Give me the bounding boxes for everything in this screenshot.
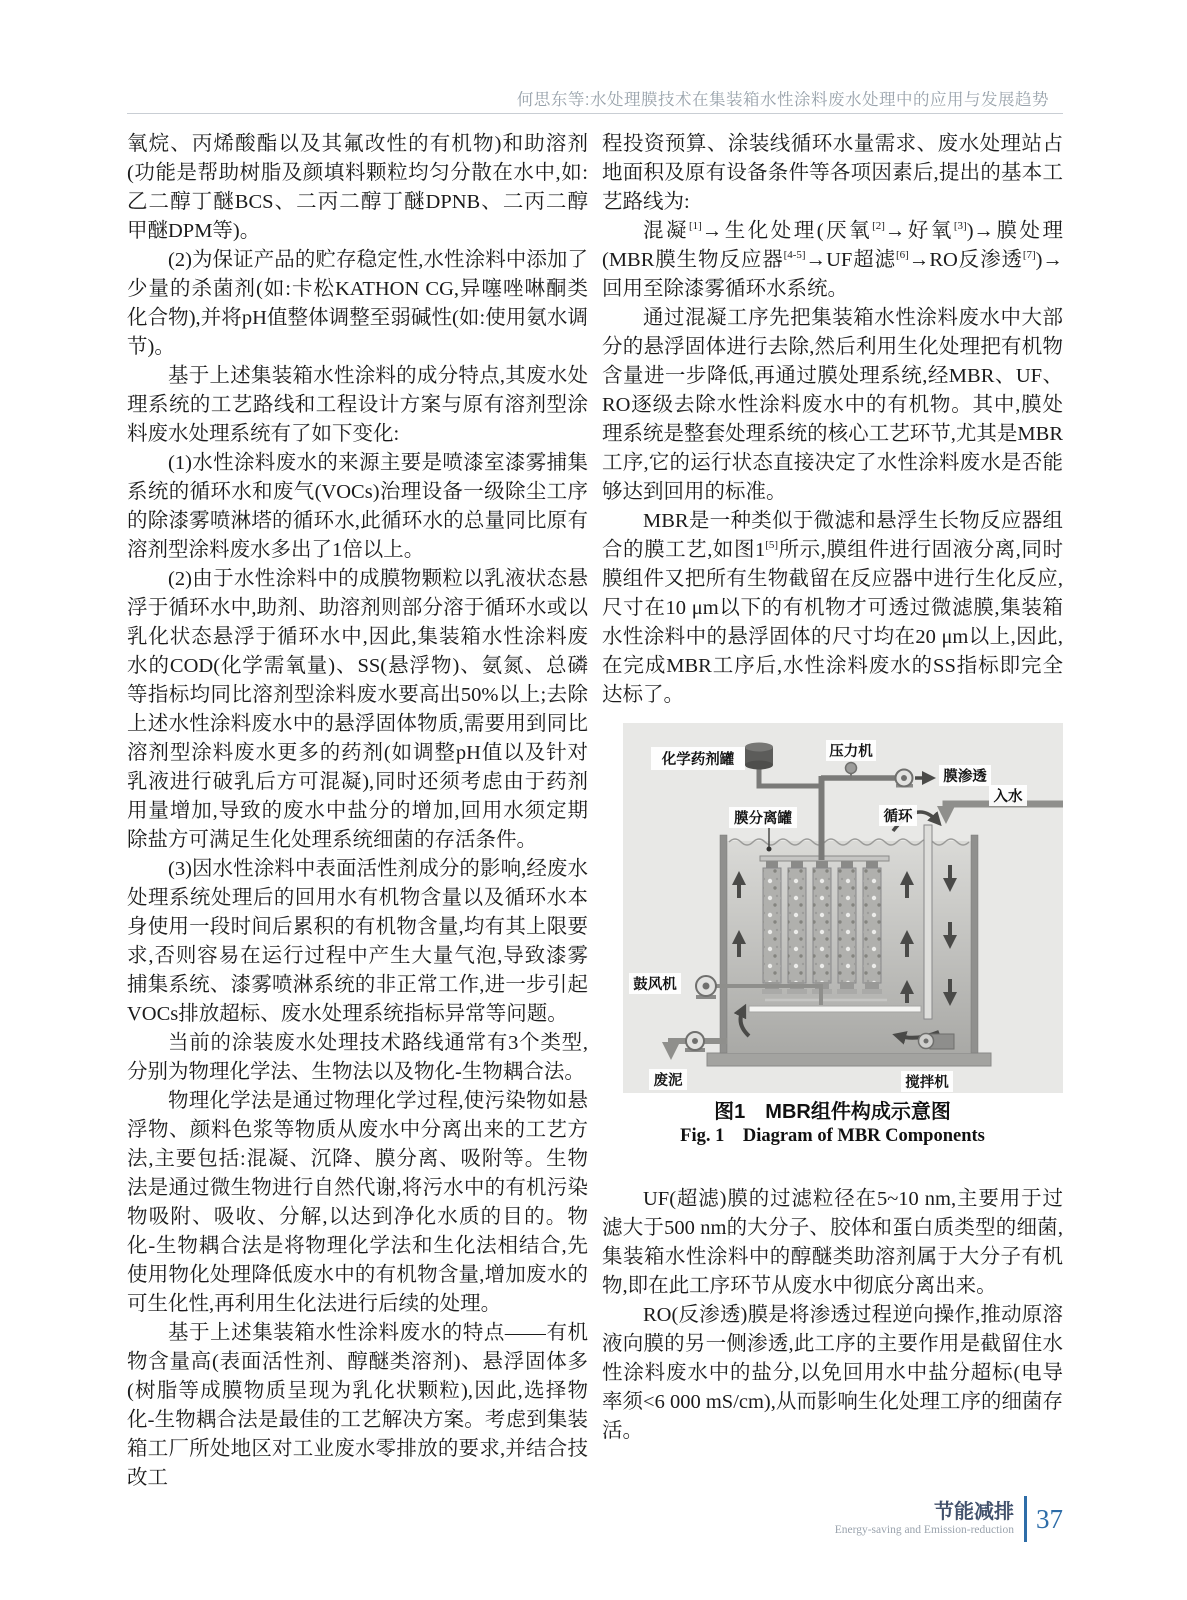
label-membrane-tank: 膜分离罐	[734, 811, 792, 827]
citation-ref: [5]	[765, 539, 779, 552]
paragraph: 基于上述集装箱水性涂料废水的特点——有机物含量高(表面活性剂、醇醚类溶剂)、悬浮固体多(树脂等成膜物质呈现为乳化状颗粒),因此,选择物化-生物耦合法是最佳的工艺解决方案。考虑到集装箱工厂所处地区对工业废水零排放的要求,并结合技改工	[127, 1322, 588, 1489]
label-pressure-machine: 压力机	[829, 744, 873, 760]
label-waste-sludge: 废泥	[653, 1073, 683, 1089]
citation-ref: [4-5]	[783, 249, 806, 262]
diffuser-bar	[749, 1006, 921, 1012]
label-blower: 鼓风机	[633, 977, 677, 993]
page-number: 37	[1036, 1503, 1063, 1534]
downcomer-pipe	[924, 825, 932, 1019]
paragraph: (2)由于水性涂料中的成膜物颗粒以乳液状态悬浮于循环水中,助剂、助溶剂则部分溶于循环水或以乳化状态悬浮于循环水中,因此,集装箱水性涂料废水的COD(化学需氧量)、SS(悬浮物)、氨氮、总磷等指标均同比溶剂型涂料废水要高出50%以上;去除上述水性涂料废水中的悬浮固体物质,需要用到同比溶剂型涂料废水更多的药剂(如调整pH值以及针对乳液进行破乳后方可混凝),同时还须考虑由于药剂用量增加,导致的废水中盐分的增加,回用水须定期除盐方可满足生化处理系统细菌的存活条件。	[127, 568, 588, 851]
left-column	[127, 130, 588, 1493]
paragraph: UF(超滤)膜的过滤粒径在5~10 nm,主要用于过滤大于500 nm的大分子、胶体和蛋白质类型的细菌,集装箱水性涂料中的醇醚类助溶剂属于大分子有机物,即在此工序环节从废水中彻底分离出来。	[602, 1188, 1063, 1297]
figure-caption	[602, 1100, 1063, 1148]
paragraph: 基于上述集装箱水性涂料的成分特点,其废水处理系统的工艺路线和工程设计方案与原有溶剂型涂料废水处理系统有了如下变化:	[127, 365, 588, 445]
label-circulation: 循环	[883, 809, 913, 825]
mbr-diagram	[623, 723, 1063, 1093]
page-footer	[127, 1496, 1063, 1542]
label-chemical-tank: 化学药剂罐	[661, 752, 735, 768]
right-column	[602, 130, 1063, 1493]
citation-ref: [6]	[895, 249, 909, 262]
journal-name-block	[835, 1501, 1014, 1538]
membrane-module	[862, 861, 882, 994]
citation-ref: [3]	[953, 220, 967, 233]
paragraph: (1)水性涂料废水的来源主要是喷漆室漆雾捕集系统的循环水和废气(VOCs)治理设备一级除尘工序的除漆雾喷淋塔的循环水,此循环水的总量同比原有溶剂型涂料废水多出了1倍以上。	[127, 452, 588, 561]
journal-name-cn: 节能减排	[934, 1500, 1014, 1523]
tank-base	[707, 1053, 991, 1066]
paragraph: MBR是一种类似于微滤和悬浮生长物反应器组合的膜工艺,如图1[5]所示,膜组件进行固液分离,同时膜组件又把所有生物截留在反应器中进行生化反应,尺寸在10 μm以下的有机物才可透过微滤膜,集装箱水性涂料中的悬浮固体的尺寸均在20 μm以上,因此,在完成MBR工序后,水性涂料废水的SS指标即完全达标了。	[602, 510, 1064, 706]
membrane-module	[837, 861, 857, 994]
membrane-module	[762, 861, 782, 994]
tank-wall-left	[720, 835, 727, 1053]
sludge-pump-icon	[685, 1032, 705, 1052]
right-column-text-after-figure	[602, 1185, 1063, 1446]
journal-name-en: Energy-saving and Emission-reduction	[834, 1523, 1014, 1536]
citation-ref: [2]	[872, 220, 885, 233]
citation-ref: [1]	[688, 220, 702, 233]
right-column-text-before-figure	[602, 130, 1063, 710]
paragraph: 氧烷、丙烯酸酯以及其氟改性的有机物)和助溶剂(功能是帮助树脂及颜填料颗粒均匀分散在水中,如:乙二醇丁醚BCS、二丙二醇丁醚DPNB、二丙二醇甲醚DPM等)。	[127, 133, 588, 242]
paragraph: 程投资预算、涂装线循环水量需求、废水处理站占地面积及原有设备条件等各项因素后,提出的基本工艺路线为:	[602, 133, 1063, 213]
mixer-icon	[919, 1034, 955, 1050]
membrane-module	[787, 861, 807, 994]
blower-icon	[696, 976, 716, 999]
label-mixer: 搅拌机	[905, 1075, 949, 1091]
figure-mbr	[602, 723, 1063, 1148]
membrane-modules	[760, 856, 889, 994]
paragraph: 物理化学法是通过物理化学过程,使污染物如悬浮物、颜料色浆等物质从废水中分离出来的工艺方法,主要包括:混凝、沉降、膜分离、吸附等。生物法是通过微生物进行自然代谢,将污水中的有机污染物吸附、吸收、分解,以达到净化水质的目的。物化-生物耦合法是将物理化学法和生化法相结合,先使用物化处理降低废水中的有机物含量,增加废水的可生化性,再利用生化法进行后续的处理。	[127, 1090, 588, 1315]
permeate-pump-icon	[896, 770, 914, 788]
label-membrane-permeate: 膜渗透	[943, 769, 987, 785]
paragraph: 混凝[1]→生化处理(厌氧[2]→好氧[3])→膜处理(MBR膜生物反应器[4-5]→UF超滤[6]→RO反渗透[7])→回用至除漆雾循环水系统。	[602, 220, 1064, 300]
tank-wall-right	[971, 835, 978, 1053]
paragraph: (3)因水性涂料中表面活性剂成分的影响,经废水处理系统处理后的回用水有机物含量以及循环水本身使用一段时间后累积的有机物含量,均有其上限要求,否则容易在运行过程中产生大量气泡,导致漆雾捕集系统、漆雾喷淋系统的非正常工作,进一步引起VOCs排放超标、废水处理系统指标异常等问题。	[127, 858, 588, 1025]
running-head: 何思东等:水处理膜技术在集装箱水性涂料废水处理中的应用与发展趋势	[516, 91, 1049, 109]
two-column-body	[127, 130, 1063, 1493]
figure-caption-cn: 图1 MBR组件构成示意图	[714, 1101, 951, 1123]
paragraph: 当前的涂装废水处理技术路线通常有3个类型,分别为物理化学法、生物法以及物化-生物耦合法。	[127, 1032, 588, 1083]
paragraph: (2)为保证产品的贮存稳定性,水性涂料中添加了少量的杀菌剂(如:卡松KATHON CG,异噻唑啉酮类化合物),并将pH值整体调整至弱碱性(如:使用氨水调节)。	[127, 249, 588, 358]
figure-caption-en: Fig. 1 Diagram of MBR Components	[680, 1126, 985, 1146]
paragraph: 通过混凝工序先把集装箱水性涂料废水中大部分的悬浮固体进行去除,然后利用生化处理把有机物含量进一步降低,再通过膜处理系统,经MBR、UF、RO逐级去除水性涂料废水中的有机物。其中,膜处理系统是整套处理系统的核心工艺环节,尤其是MBR工序,它的运行状态直接决定了水性涂料废水是否能够达到回用的标准。	[602, 307, 1063, 503]
label-inlet-water: 入水	[993, 789, 1023, 805]
footer-divider-bar	[1024, 1496, 1027, 1542]
paragraph: RO(反渗透)膜是将渗透过程逆向操作,推动原溶液向膜的另一侧渗透,此工序的主要作用是截留住水性涂料废水中的盐分,以免回用水中盐分超标(电导率须<6 000 mS/cm),从而影响生化处理工序的细菌存活。	[602, 1304, 1063, 1442]
citation-ref: [7]	[1022, 249, 1036, 262]
chemical-tank-icon	[745, 743, 773, 770]
header-rule	[127, 113, 1063, 114]
membrane-module	[812, 861, 832, 994]
